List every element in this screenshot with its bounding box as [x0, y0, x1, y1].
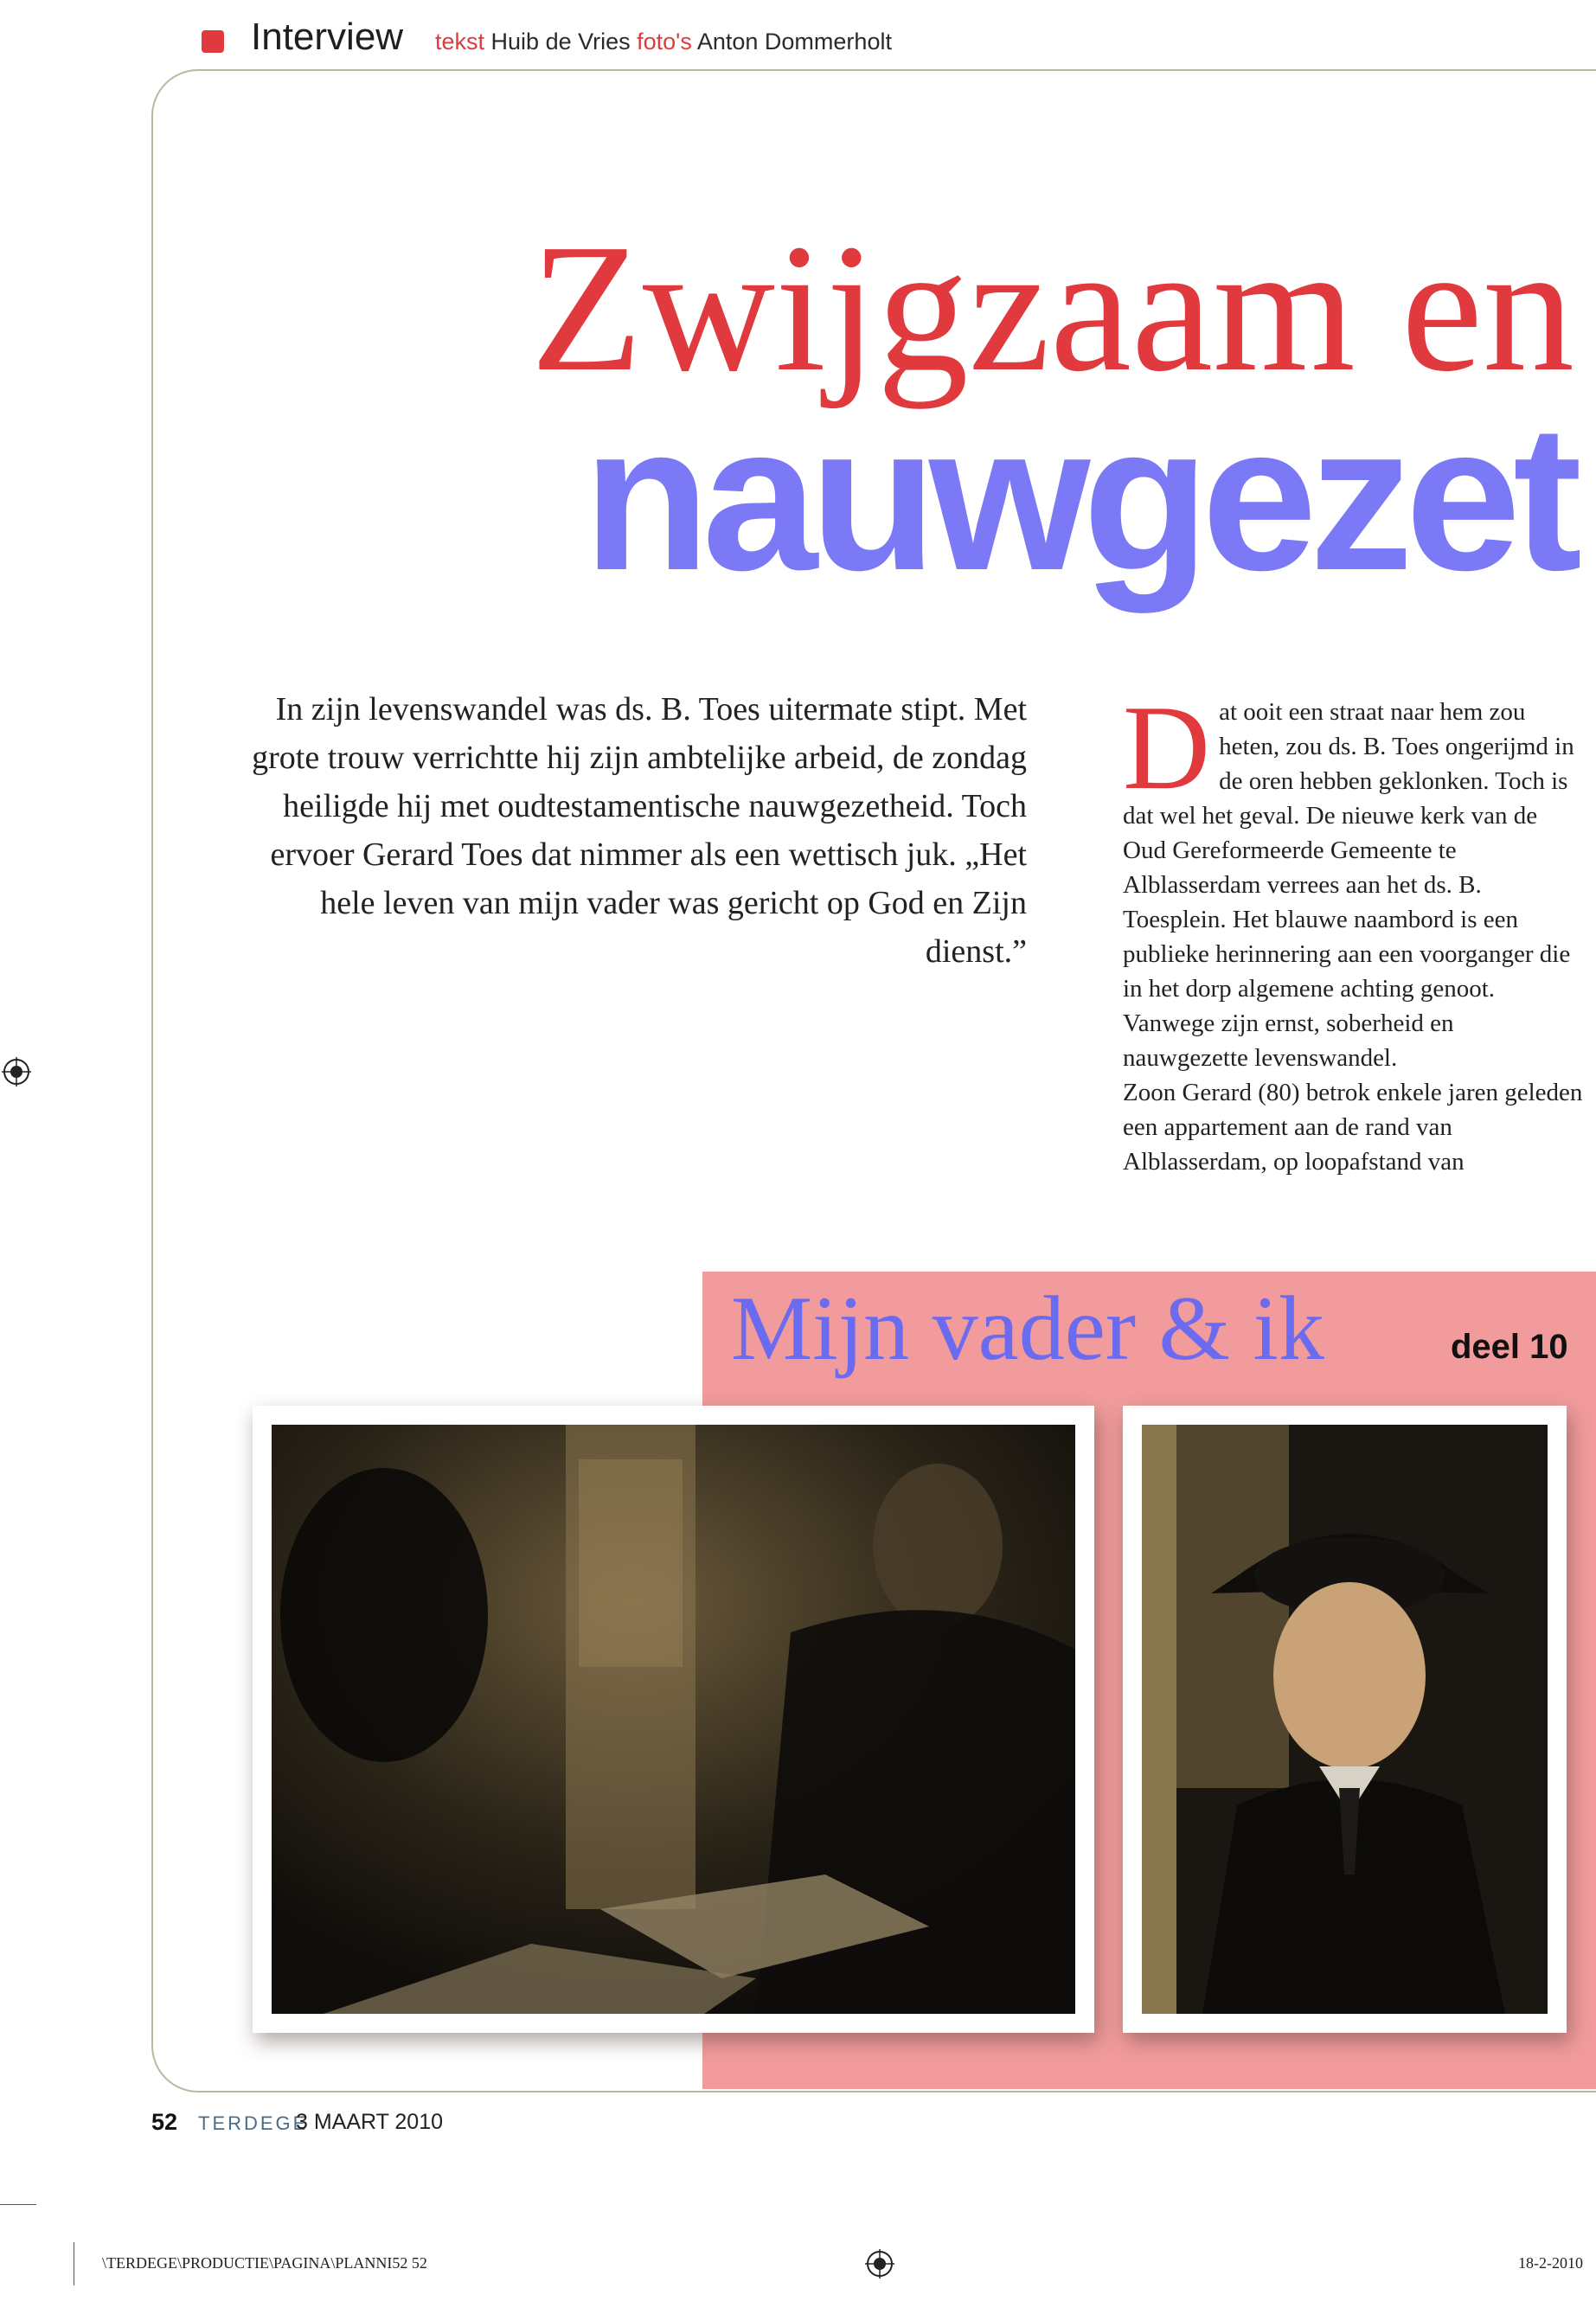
- body-column: [1123, 681, 1583, 1179]
- photo-credit-label: foto's: [637, 29, 692, 54]
- page-number: 52: [151, 2109, 178, 2135]
- credits: [435, 29, 892, 55]
- series-title: Mijn vader & ik: [731, 1278, 1324, 1379]
- magazine-name: TERDEGE: [198, 2112, 309, 2134]
- series-part: deel 10: [1451, 1328, 1568, 1366]
- photo-portrait-image: [1142, 1425, 1548, 2014]
- body-paragraph-1: at ooit een straat naar hem zou heten, zou ds. B. Toes ongerijmd in de oren hebben geklonken. Toch is dat wel het geval. De nieuwe kerk van de Oud Gereformeerde Gemeente te Alblasserdam verrees aan het ds. B. Toesplein. Het blauwe naambord is een publieke herinnering aan een voorganger die in het dorp algemene achting genoot. Vanwege zijn ernst, soberheid en nauwgezette levenswandel.: [1123, 698, 1574, 1072]
- author-name: Huib de Vries: [490, 29, 631, 54]
- issue-date: 3 MAART 2010: [296, 2110, 444, 2134]
- section-marker: [202, 30, 224, 53]
- drop-cap: D: [1123, 681, 1211, 815]
- section-label: Interview: [251, 16, 404, 58]
- print-slug-date: 18-2-2010: [1518, 2254, 1583, 2272]
- photo-study: [253, 1406, 1094, 2033]
- photographer-name: Anton Dommerholt: [696, 29, 892, 54]
- print-slug-path: \TERDEGE\PRODUCTIE\PAGINA\PLANNI52 52: [102, 2254, 427, 2272]
- body-paragraph-2: Zoon Gerard (80) betrok enkele jaren geleden een appartement aan de rand van Alblasserdam, op loopafstand van: [1123, 1079, 1583, 1176]
- headline-line-2: nauwgezet: [583, 381, 1574, 613]
- registration-mark-icon: [2, 1057, 31, 1086]
- text-credit-label: tekst: [435, 29, 485, 54]
- crop-mark: [0, 2204, 36, 2205]
- headline-line-1: Zwijgzaam en: [530, 206, 1574, 409]
- photo-study-image: [272, 1425, 1075, 2014]
- registration-mark-icon: [865, 2249, 894, 2279]
- photo-portrait: [1123, 1406, 1567, 2033]
- intro-paragraph: In zijn levenswandel was ds. B. Toes uitermate stipt. Met grote trouw verrichtte hij zijn ambtelijke arbeid, de zondag heiligde hij met oudtestamentische nauwgezetheid. Toch ervoer Gerard Toes dat nimmer als een wettisch juk. „Het hele leven van mijn vader was gericht op God en Zijn dienst.”: [252, 691, 1027, 970]
